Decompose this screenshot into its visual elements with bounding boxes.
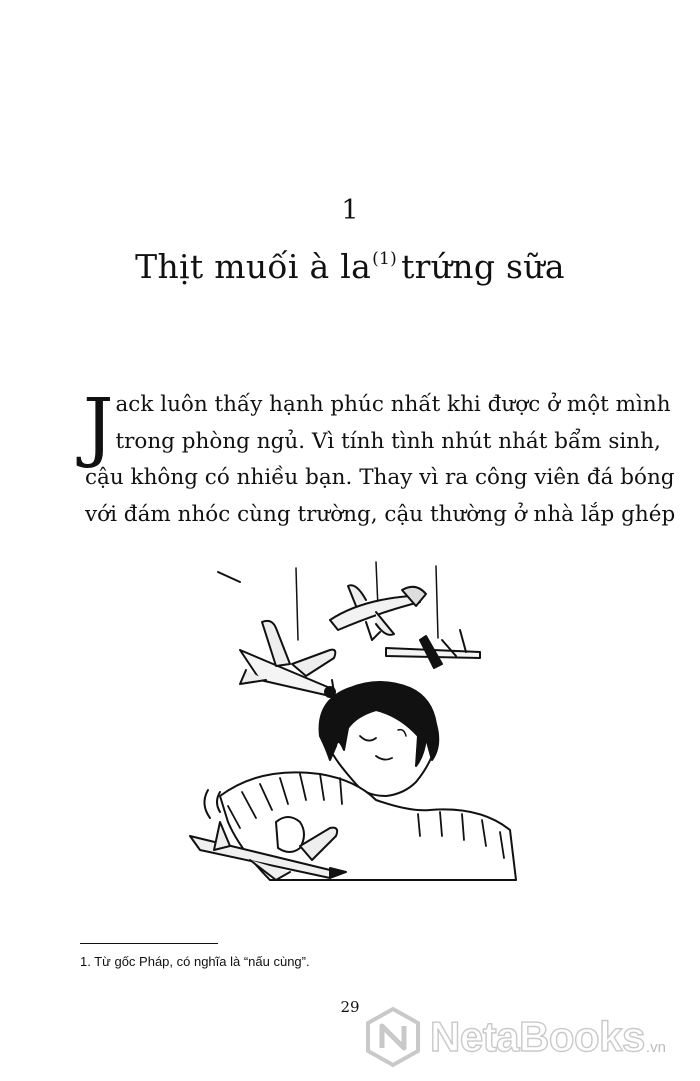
body-line: trong phòng ngủ. Vì tính tình nhút nhát bẩm sinh,: [115, 428, 661, 454]
page-number: 29: [340, 998, 360, 1016]
body-line: với đám nhóc cùng trường, cậu thường ở nhà lắp ghép: [85, 501, 676, 527]
body-line: cậu không có nhiều bạn. Thay vì ra công viên đá bóng: [85, 465, 675, 490]
chapter-number: 1: [341, 195, 359, 226]
netabooks-logo-icon: [362, 1006, 424, 1068]
model-airplane: [386, 630, 480, 668]
body-line: ack luôn thấy hạnh phúc nhất khi được ở một mình: [115, 392, 671, 417]
boy-figure: [190, 682, 516, 880]
chapter-title-end: trứng sữa: [401, 247, 565, 286]
boy-with-model-airplanes-illustration: [180, 560, 520, 890]
watermark: [362, 1004, 692, 1070]
footnote-marker: (1): [372, 249, 398, 269]
watermark-tld: .vn: [645, 1039, 666, 1056]
model-airplane: [240, 621, 336, 704]
watermark-brand: NetaBooks: [430, 1013, 645, 1060]
drop-cap: J: [83, 381, 114, 470]
body-paragraph: [83, 381, 676, 533]
chapter-title: [0, 236, 700, 290]
footnote: 1. Từ gốc Pháp, có nghĩa là “nấu cùng”.: [80, 954, 310, 969]
chapter-title-main: Thịt muối à la: [135, 247, 372, 286]
footnote-divider: [80, 943, 218, 944]
